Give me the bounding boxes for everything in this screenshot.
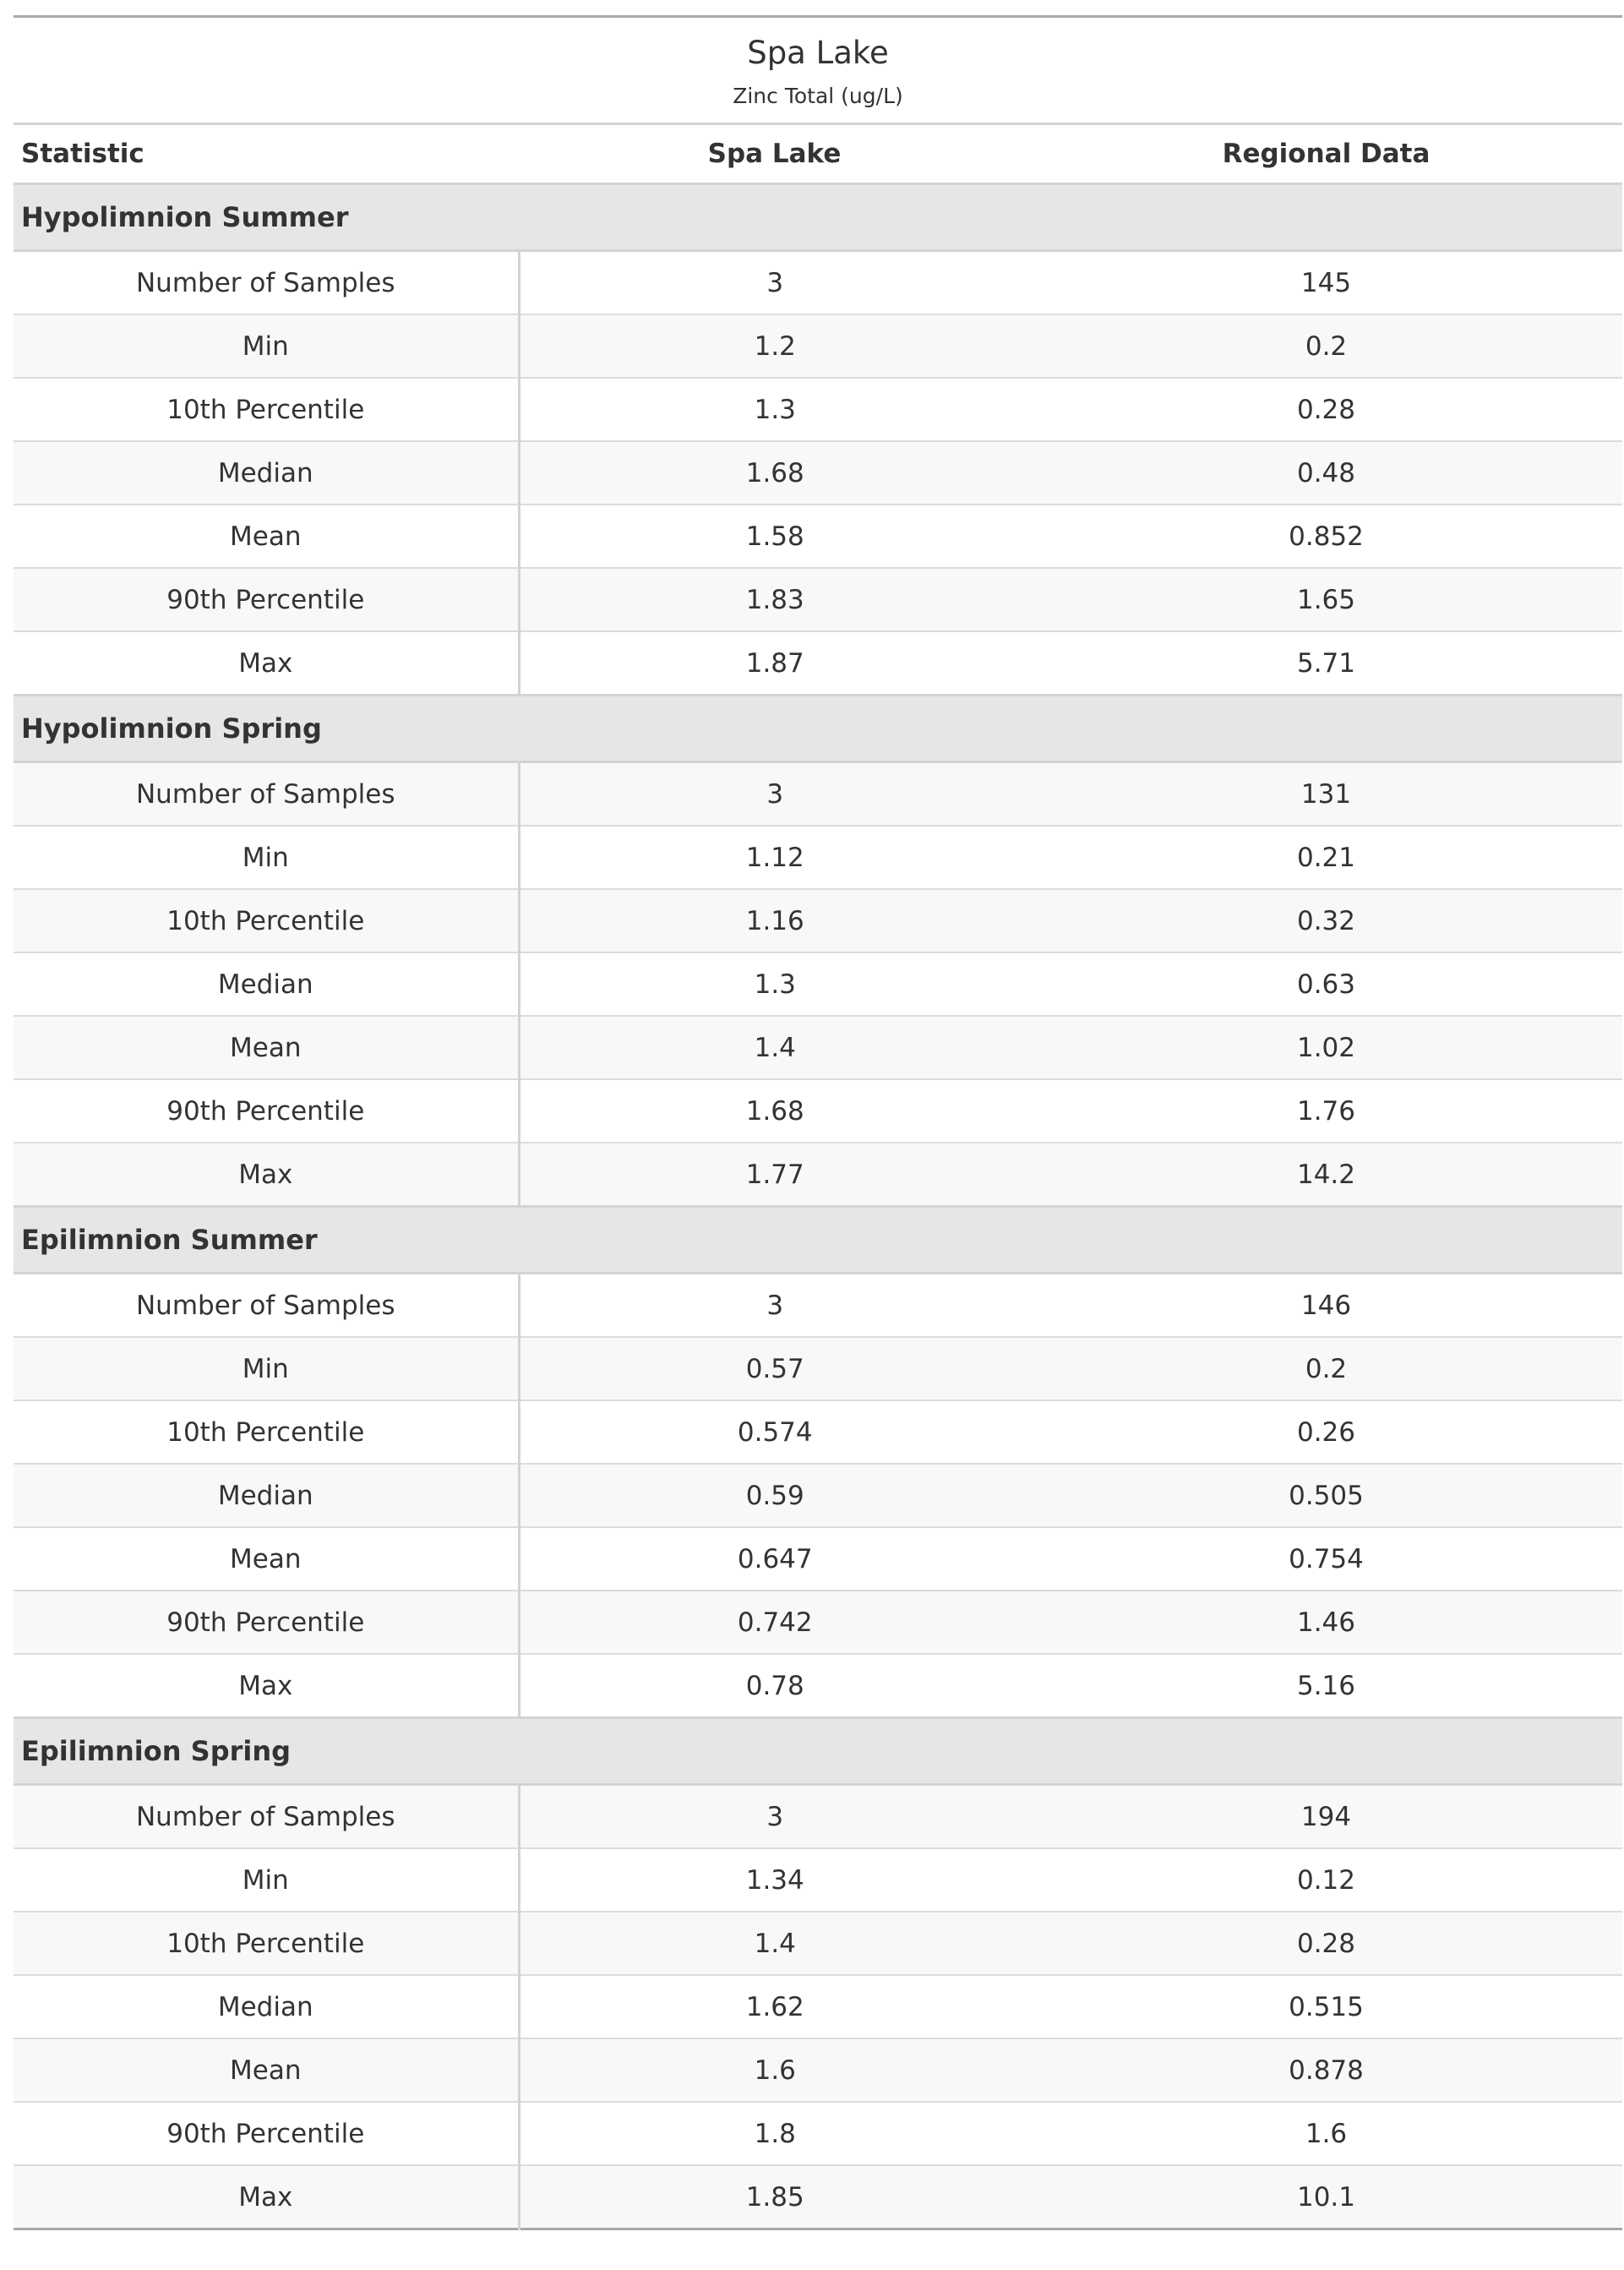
lake-value-cell: 1.68 (519, 1079, 1030, 1143)
table-row (14, 1527, 1622, 1591)
lake-value-cell: 1.77 (519, 1143, 1030, 1207)
lake-value-cell: 3 (519, 1785, 1030, 1849)
regional-value-cell: 1.46 (1030, 1591, 1622, 1654)
table-row (14, 1654, 1622, 1718)
lake-value-cell: 1.4 (519, 1016, 1030, 1079)
statistics-table-container (14, 15, 1622, 2230)
regional-value-cell: 10.1 (1030, 2165, 1622, 2229)
regional-value-cell: 0.32 (1030, 889, 1622, 952)
regional-value-cell: 1.65 (1030, 568, 1622, 631)
regional-value-cell: 194 (1030, 1785, 1622, 1849)
regional-value-cell: 1.76 (1030, 1079, 1622, 1143)
group-header-row (14, 1718, 1622, 1785)
lake-value-cell: 3 (519, 251, 1030, 315)
column-header-regional: Regional Data (1030, 124, 1622, 184)
lake-value-cell: 1.62 (519, 1975, 1030, 2038)
regional-value-cell: 0.26 (1030, 1400, 1622, 1464)
lake-value-cell: 1.12 (519, 826, 1030, 889)
statistic-cell: Median (14, 1975, 519, 2038)
regional-value-cell: 0.878 (1030, 2038, 1622, 2102)
table-row (14, 1400, 1622, 1464)
statistic-cell: Number of Samples (14, 762, 519, 827)
table-row (14, 568, 1622, 631)
group-label: Hypolimnion Summer (14, 184, 1622, 251)
statistic-cell: Min (14, 314, 519, 378)
lake-value-cell: 1.4 (519, 1912, 1030, 1975)
regional-value-cell: 1.02 (1030, 1016, 1622, 1079)
statistic-cell: Mean (14, 505, 519, 568)
lake-value-cell: 0.78 (745, 1670, 804, 1701)
table-row (14, 762, 1622, 827)
lake-value-cell: 1.8 (519, 2102, 1030, 2165)
table-row (14, 2102, 1622, 2165)
table-row (14, 1079, 1622, 1143)
regional-value-cell: 0.515 (1030, 1975, 1622, 2038)
statistic-cell: Min (14, 826, 519, 889)
group-label: Hypolimnion Spring (14, 696, 1622, 762)
regional-value-cell: 0.48 (1030, 441, 1622, 505)
statistic-cell: 10th Percentile (14, 1400, 519, 1464)
regional-value-cell: 0.28 (1030, 1912, 1622, 1975)
statistic-cell: Number of Samples (14, 1785, 519, 1849)
column-header-lake: Spa Lake (519, 124, 1030, 184)
statistic-cell: 10th Percentile (14, 1912, 519, 1975)
table-row (14, 378, 1622, 441)
table-subtitle: Zinc Total (ug/L) (733, 84, 903, 108)
lake-value-cell: 1.87 (745, 647, 804, 679)
lake-value-cell: 0.574 (519, 1400, 1030, 1464)
table-row (14, 1274, 1622, 1338)
statistics-table (14, 15, 1622, 2230)
table-row (14, 251, 1622, 315)
regional-value-cell: 14.2 (1030, 1143, 1622, 1207)
statistic-cell: Min (14, 1848, 519, 1912)
table-row (14, 1016, 1622, 1079)
group-label: Epilimnion Summer (14, 1207, 1622, 1274)
table-row (14, 1912, 1622, 1975)
statistic-cell: Max (14, 1143, 519, 1207)
statistic-cell: 90th Percentile (14, 2102, 519, 2165)
lake-value-cell: 3 (519, 762, 1030, 827)
table-row (14, 1848, 1622, 1912)
group-label: Epilimnion Spring (14, 1718, 1622, 1785)
table-row (14, 631, 1622, 696)
lake-value-cell: 1.85 (519, 2165, 1030, 2229)
statistic-cell: Max (14, 1654, 519, 1718)
table-row (14, 1143, 1622, 1207)
group-header-row (14, 184, 1622, 251)
statistic-cell: 90th Percentile (14, 1591, 519, 1654)
regional-value-cell: 0.505 (1030, 1464, 1622, 1527)
column-header-statistic: Statistic (14, 124, 519, 184)
lake-value-cell: 1.58 (519, 505, 1030, 568)
table-row (14, 314, 1622, 378)
regional-value-cell: 0.852 (1030, 505, 1622, 568)
regional-value-cell: 0.754 (1030, 1527, 1622, 1591)
statistic-cell: 90th Percentile (14, 1079, 519, 1143)
lake-value-cell: 1.34 (519, 1848, 1030, 1912)
column-header-row (14, 124, 1622, 184)
lake-value-cell: 1.2 (519, 314, 1030, 378)
group-hypolimnion-summer (14, 184, 1622, 696)
statistic-cell: Number of Samples (14, 251, 519, 315)
table-title-cell (14, 17, 1622, 124)
regional-value-cell: 0.2 (1030, 314, 1622, 378)
table-row (14, 1337, 1622, 1400)
table-row (14, 505, 1622, 568)
table-row (14, 952, 1622, 1016)
table-row (14, 1975, 1622, 2038)
lake-value-cell: 1.3 (519, 378, 1030, 441)
table-row (14, 1785, 1622, 1849)
group-hypolimnion-spring (14, 696, 1622, 1207)
regional-value-cell: 0.28 (1030, 378, 1622, 441)
regional-value-cell: 146 (1030, 1274, 1622, 1338)
table-row (14, 441, 1622, 505)
regional-value-cell: 145 (1030, 251, 1622, 315)
table-row (14, 2165, 1622, 2229)
lake-value-cell: 1.68 (519, 441, 1030, 505)
statistic-cell: 90th Percentile (14, 568, 519, 631)
regional-value-cell: 1.6 (1030, 2102, 1622, 2165)
group-epilimnion-spring (14, 1718, 1622, 2229)
lake-value-cell: 1.16 (519, 889, 1030, 952)
table-row (14, 2038, 1622, 2102)
lake-value-cell: 0.647 (519, 1527, 1030, 1591)
lake-value-cell: 1.83 (519, 568, 1030, 631)
statistic-cell: Median (14, 441, 519, 505)
statistic-cell: Median (14, 952, 519, 1016)
table-row (14, 889, 1622, 952)
statistic-cell: Mean (14, 1527, 519, 1591)
lake-value-cell: 1.6 (519, 2038, 1030, 2102)
statistic-cell: 10th Percentile (14, 378, 519, 441)
regional-value-cell: 0.21 (1030, 826, 1622, 889)
table-title-row (14, 17, 1622, 124)
statistic-cell: Min (14, 1337, 519, 1400)
statistic-cell: Mean (14, 1016, 519, 1079)
group-epilimnion-summer (14, 1207, 1622, 1718)
lake-value-cell: 0.742 (519, 1591, 1030, 1654)
table-row (14, 1591, 1622, 1654)
regional-value-cell: 0.63 (1030, 952, 1622, 1016)
lake-value-cell: 0.57 (519, 1337, 1030, 1400)
lake-value-cell: 1.3 (519, 952, 1030, 1016)
table-row (14, 1464, 1622, 1527)
regional-value-cell: 0.2 (1030, 1337, 1622, 1400)
lake-value-cell: 3 (519, 1274, 1030, 1338)
statistic-cell: 10th Percentile (14, 889, 519, 952)
statistic-cell: Max (14, 631, 519, 696)
regional-value-cell: 0.12 (1030, 1848, 1622, 1912)
group-header-row (14, 1207, 1622, 1274)
regional-value-cell: 5.71 (1296, 647, 1356, 679)
statistic-cell: Mean (14, 2038, 519, 2102)
lake-value-cell: 0.59 (519, 1464, 1030, 1527)
table-title: Spa Lake (747, 35, 889, 71)
table-row (14, 826, 1622, 889)
statistic-cell: Max (14, 2165, 519, 2229)
group-header-row (14, 696, 1622, 762)
statistic-cell: Median (14, 1464, 519, 1527)
statistic-cell: Number of Samples (14, 1274, 519, 1338)
regional-value-cell: 131 (1030, 762, 1622, 827)
regional-value-cell: 5.16 (1296, 1670, 1356, 1701)
